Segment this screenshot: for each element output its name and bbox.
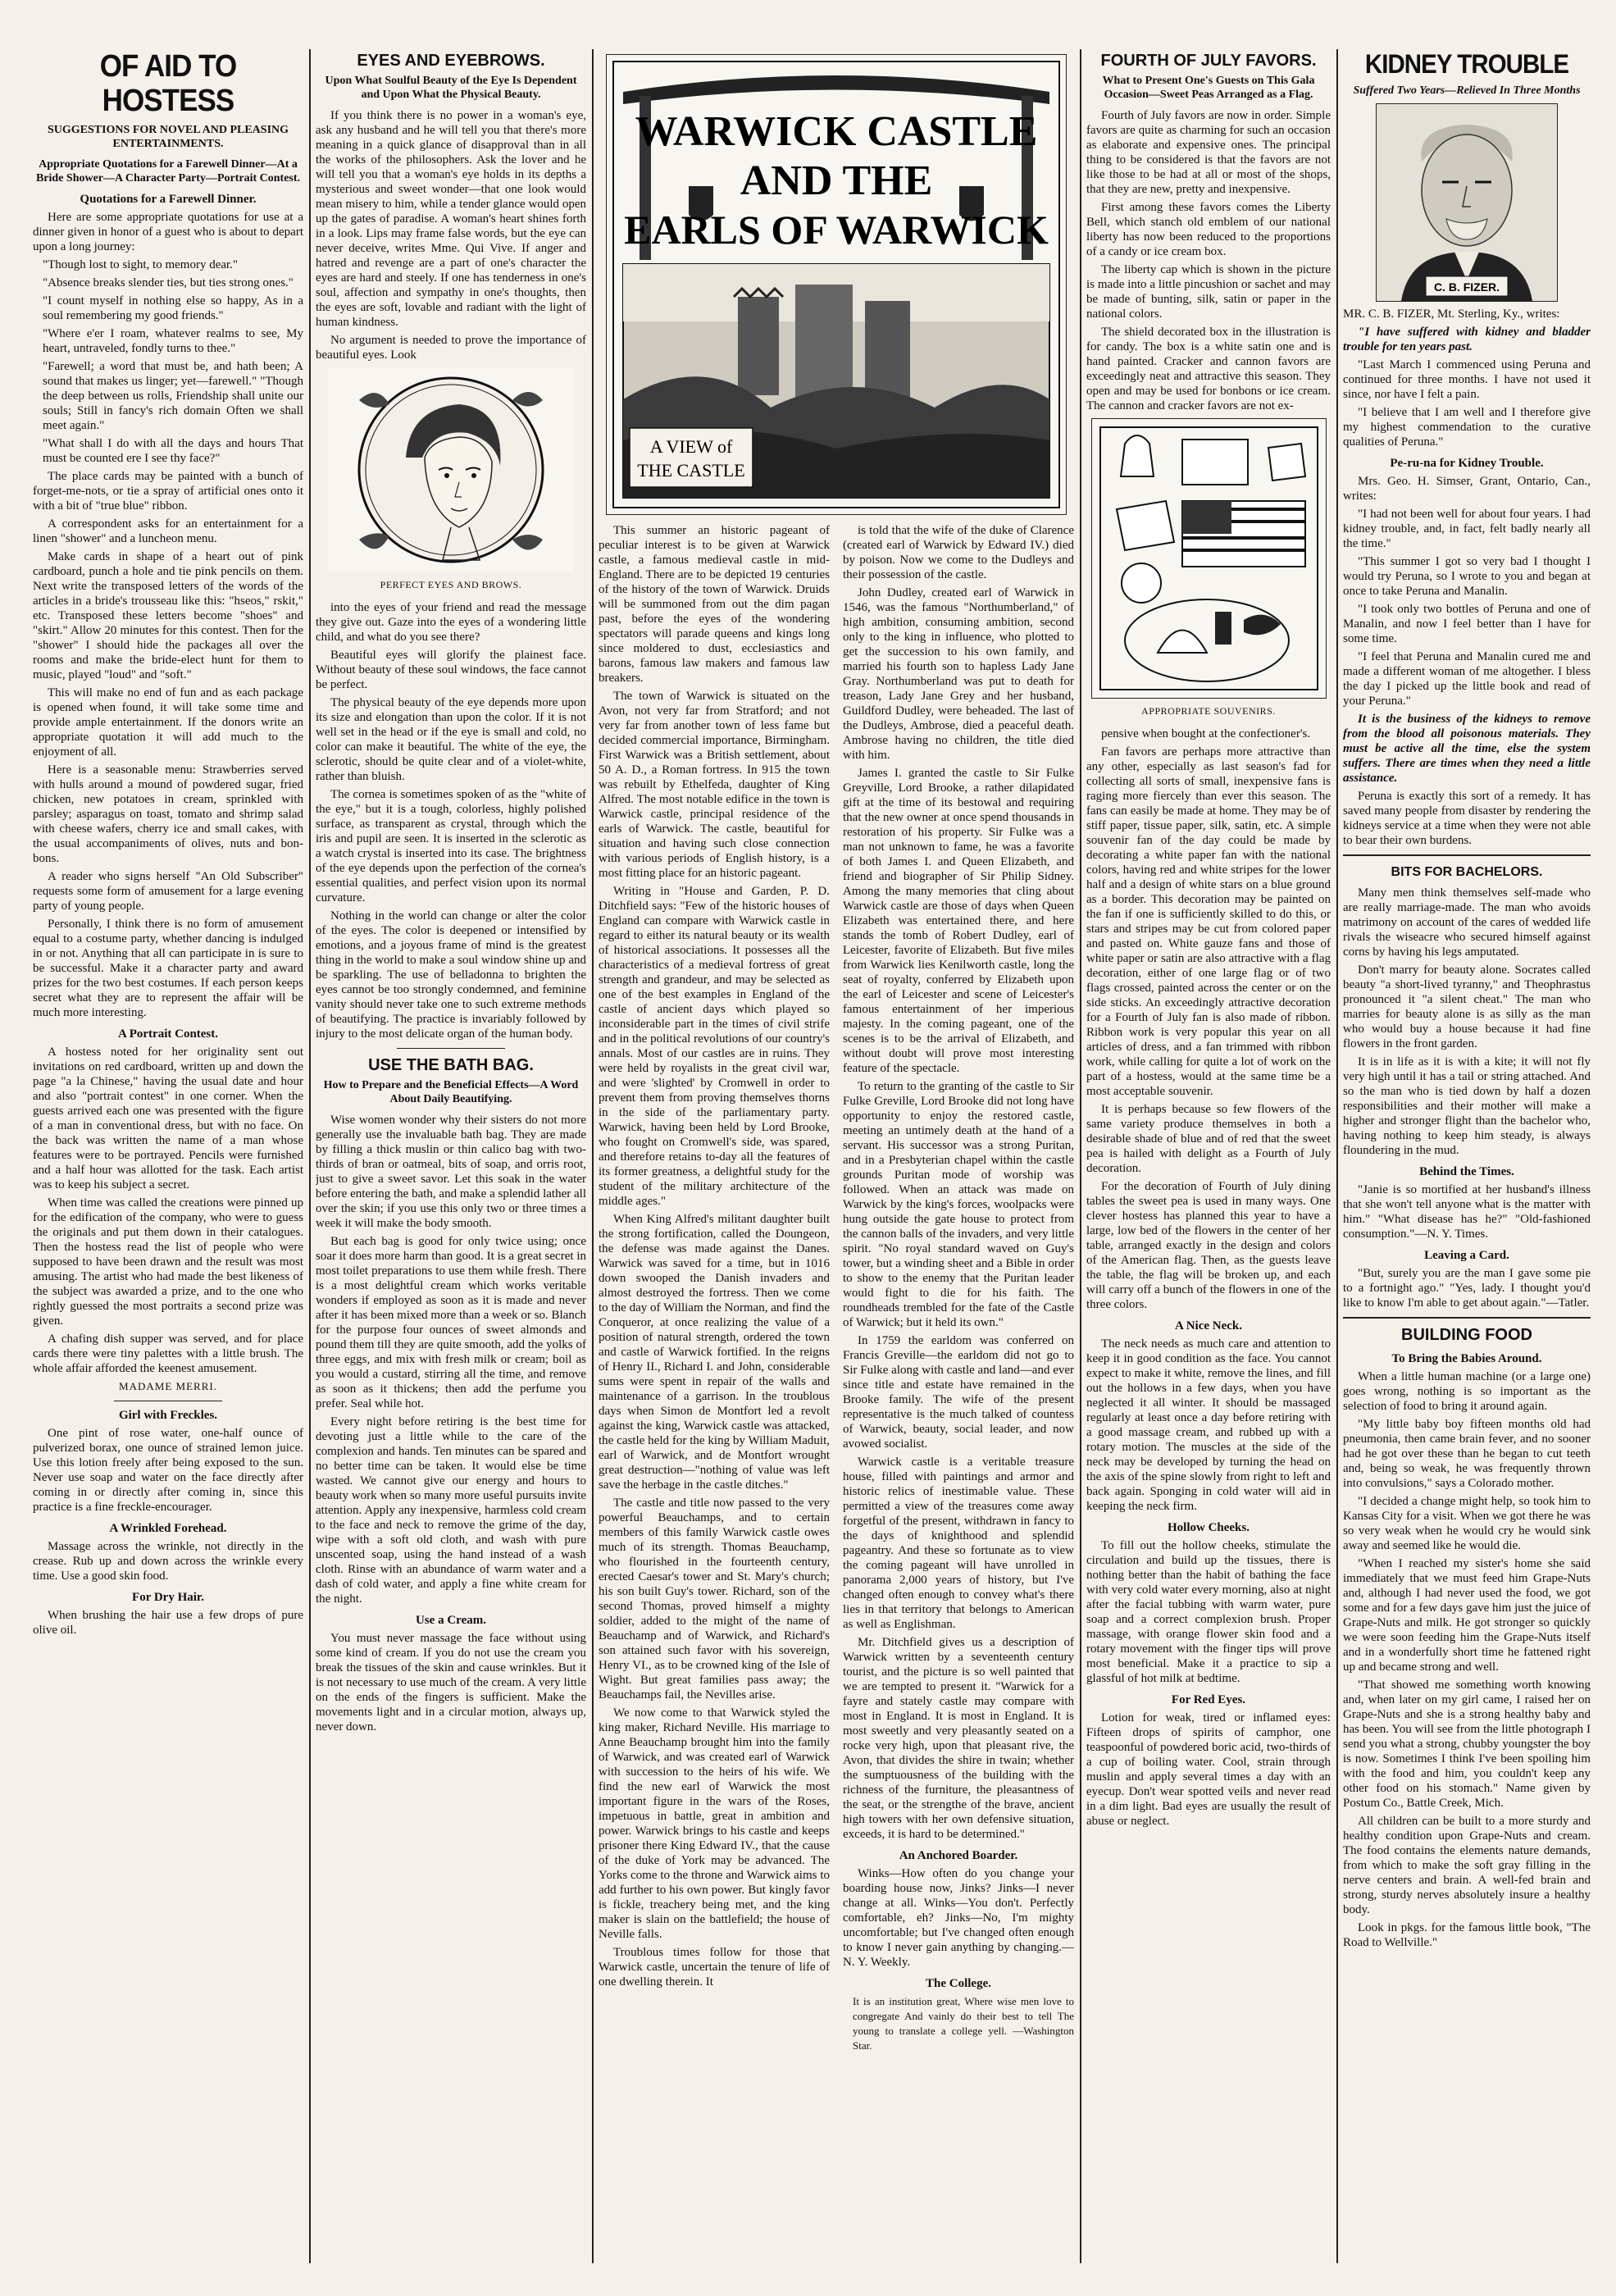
section-head: Quotations for a Farewell Dinner.	[80, 193, 257, 206]
deck-bath-bag: How to Prepare and the Beneficial Effects—A Word About Daily Beautifying.	[323, 1079, 579, 1105]
candy-box-icon	[1182, 440, 1248, 485]
section-head: A Nice Neck.	[1174, 1319, 1243, 1332]
warwick-left-column	[599, 523, 830, 1993]
paragraph: Mrs. Geo. H. Simser, Grant, Ontario, Can., writes:	[1343, 475, 1591, 503]
paragraph: James I. granted the castle to Sir Fulke Greyville, Lord Brooke, a rather dilapidated gift at the time of its bestowal and requiring that the new owner at once spend thousands in restoration of his property. Sir Fulke was a man not unknown to fame, he was a favorite of both James I. and Queen Elizabeth, and friend and biographer of Sir Philip Sidney. Among the many memories that cling about Warwick castle are those of days when Queen Elizabeth was entertained there, and here stands the tomb of Robert Dudley, earl of Leicester, favorite of Elizabeth. But five miles from Warwick lies Kenilworth castle, long the seat of royalty, conferred by Elizabeth upon the earl of Leicester and scene of Leicester's famous entertainment of her imperious majesty. In the coming pageant, one of the scenes is to be the arrival of Elizabeth, and without doubt will prove most interesting feature of the spectacle.	[843, 767, 1074, 1075]
section-head: Girl with Freckles.	[118, 1409, 218, 1422]
paragraph: Here is a seasonable menu: Strawberries served with hulls around a mound of powdered sugar, fried chicken, new potatoes in cream, sprinkled with parsley; asparagus on toast, tomato and shrimp salad with cheese wafers, cherry ice and small cakes, with the usual accompaniments of olives, nuts and bon-bons.	[33, 763, 303, 865]
paragraph: You must never massage the face without using some kind of cream. If you do not use the cream you break the tissues of the skin and cause wrinkles. But it is not necessary to use much of the cream. A very little on the ends of the fingers is sufficient. Make the movements light and in a circular motion, always up, never down.	[316, 1632, 586, 1733]
souvenirs-art	[1092, 419, 1326, 698]
paragraph: John Dudley, created earl of Warwick in 1546, was the famous "Northumberland," of high ambition, consuming ambition, second only to the king in influence, who plotted to get the succession to his own family, and married his fourth son to hapless Lady Jane Gray. Northumberland was put to death for treason, Lady Jane Grey and her husband, Guildford Dudley, were beheaded. The last of the Dudleys, Ambrose, died a peaceful death. Ambrose having no children, the title died with him.	[843, 586, 1074, 762]
paragraph: Nothing in the world can change or alter the color of the eyes. The color is deepened or intensified by emotions, and a joyous frame of mind is the greatest thing in the world to make a soul window shine up and be sparkling. The use of belladonna to brighten the eyes cannot be too strongly condemned, and feminine vanity should never take one to such extreme methods of beautifying. The practice is invariably followed by injury to the most delicate organ of the human body.	[316, 909, 586, 1041]
quotation: "What shall I do with all the days and hours That must be counted ere I see thy face?"	[43, 437, 303, 465]
paragraph: Beautiful eyes will glorify the plainest face. Without beauty of these soul windows, the face cannot be perfect.	[316, 649, 586, 691]
divider	[1343, 854, 1591, 856]
paragraph: For the decoration of Fourth of July dining tables the sweet pea is used in many ways. One clever hostess has planned this year to have a large, low bed of the flowers in the center of her table, arranged exactly in the design and colors of the American flag. Then, as the guests leave the table, the flag will be broken up, and each will carry off a bunch of the flowers in one of the three colors.	[1086, 1180, 1331, 1311]
headline-hostess: OF AID TO HOSTESS	[99, 49, 237, 118]
fan-icon	[1158, 631, 1207, 654]
quotation: "I count myself in nothing else so happy, As in a soul remembering my good friends."	[43, 294, 303, 322]
paragraph: The neck needs as much care and attention to keep it in good condition as the face. You cannot expect to make it white, remove the lines, and fill out the hollows in a few days, when you have neglected it all winter. It should be massaged regularly at least once a day before retiring with a good massage cream, and rubbed up with a rotary motion. The muscles at the side of the neck may be developed by turning the head on the axis of the spine slowly from right to left and back again. Sponging in cold water will aid in keeping the neck firm.	[1086, 1337, 1331, 1513]
banner-line-3: EARLS OF WARWICK	[624, 207, 1049, 253]
paragraph: into the eyes of your friend and read the message they give out. Gaze into the eyes of a wondering little child, and what do you see there?	[316, 601, 586, 644]
headline-kidney: KIDNEY TROUBLE	[1364, 49, 1569, 79]
column-hostess	[33, 49, 303, 2263]
cap-icon	[1268, 444, 1305, 481]
paragraph: The castle and title now passed to the very powerful Beauchamps, and to certain members of this family Warwick castle owes much of its strength. Thomas Beauchamp, who flourished in the fourteenth century, erected Caesar's tower and St. Mary's church; his son built Guy's tower. Richard, son of the second Thomas, proved himself a mighty soldier, added to the might of the name of Beauchamp and of Warwick, and Richard's son attained such favor with his sovereign, Henry VI., as to be crowned king of the Isle of Wight. But great families pass away; the Beauchamps fail, the Nevilles arise.	[599, 1496, 830, 1702]
paragraph: "I took only two bottles of Peruna and one of Manalin, and now I feel better than I have for some time.	[1343, 603, 1591, 645]
paragraph: The shield decorated box in the illustration is for candy. The box is a white satin one and is hand painted. Cracker and cannon favors are exceedingly neat and attractive this season. They open and may be used for bonbons or ice cream. The cannon and cracker favors are not ex-	[1086, 326, 1331, 412]
section-head: The College.	[926, 1977, 991, 1990]
paragraph: The cornea is sometimes spoken of as the "white of the eye," but it is a tough, colorless, highly polished surface, as transparent as crystal, through which the iris and pupil are seen. It is inserted in the sclerotic as a watch crystal is inserted into its case. The brightness of the eye depends upon the perfection of the cornea's essential qualities, and perfect vision upon its normal curvature.	[316, 788, 586, 904]
castle-banner-art	[607, 55, 1066, 514]
divider	[397, 1048, 505, 1049]
column-rule	[592, 49, 594, 2263]
section-head: Pe-ru-na for Kidney Trouble.	[1390, 457, 1544, 470]
divider	[1343, 1317, 1591, 1319]
paragraph: One pint of rose water, one-half ounce of pulverized borax, one ounce of strained lemon juice. Use this lotion freely after being exposed to the sun. Never use soap and water on the face directly after coming in or directly after coming in, since this practice is a fine freckle-encourager.	[33, 1427, 303, 1514]
headline-eyes: EYES AND EYEBROWS.	[357, 52, 545, 70]
quotation: "Though lost to sight, to memory dear."	[43, 258, 239, 271]
deck-fourth-july: What to Present One's Guests on This Gala Occasion—Sweet Peas Arranged as a Flag.	[1102, 75, 1315, 101]
section-head: For Red Eyes.	[1171, 1693, 1246, 1706]
section-head: An Anchored Boarder.	[899, 1849, 1018, 1862]
newspaper-page	[33, 49, 1591, 2280]
headline-building-food: BUILDING FOOD	[1401, 1326, 1532, 1344]
woman-portrait-icon	[328, 367, 574, 572]
paragraph: This summer an historic pageant of peculiar interest is to be given at Warwick castle, a famous medieval castle in mid-England. There are to be depicted 19 centuries of the history of the town of Warwick. Druids will be summoned from out the dim pagan past, before the eyes of the wondering spectators will parade queens and kings long since moldered to dust, ecclesiastics and barons, famous law makers and famous law breakers.	[599, 524, 830, 685]
paragraph: The physical beauty of the eye depends more upon its size and elongation than upon the color. If it is not well set in the head or if the eye is small and cold, no color can make it beautiful. The white of the eye, the sclerotic, should be quite clear and of a violet-white, rather than bluish.	[316, 696, 586, 783]
paragraph: Winks—How often do you change your boarding house now, Jinks? Jinks—I never change at all. Winks—You don't. Perfectly comfortable, eh? Jinks—No, I'm mighty uncomfortable; but I've changed often enough to know I never gain anything by changing.—N. Y. Weekly.	[843, 1867, 1074, 1969]
image-caption: APPROPRIATE SOUVENIRS.	[1141, 705, 1276, 717]
paragraph: "My little baby boy fifteen months old had pneumonia, then came brain fever, and no sooner had he got over these than he began to cut teeth and, being so weak, he was frequently thrown into convulsions," says a Colorado mother.	[1343, 1418, 1591, 1490]
paragraph: Look in pkgs. for the famous little book, "The Road to Wellville."	[1343, 1921, 1591, 1949]
paragraph: This will make no end of fun and as each package is opened when found, it will take some time and provide ample entertainment. If the donors write an appropriate quotation it will add much to the enjoyment of all.	[33, 686, 303, 758]
paragraph: Writing in "House and Garden, P. D. Ditchfield says: "Few of the historic houses of England can compare with Warwick castle in regard to either its natural beauty or its wealth of historical associations. It possesses all the characteristics of a medieval fortress of great strength and grandeur, and may be selected as one of the best examples in England of the castle of ancient days which played so inconsiderable part in the times of civil strife and in the political revolutions of our country's annals. Most of our castles are in ruins. They were held by royalists in the great civil war, and were 'slighted' by Cromwell in order to prevent them from proving themselves thorns in the side of the parliamentary party. Warwick, having been held by Lord Brooke, who fought on Cromwell's side, was spared, and therefore retains to-day all the features of its former greatness, a delightful study for the student of the military architecture of the middle ages."	[599, 885, 830, 1208]
quotation: "Absence breaks slender ties, but ties strong ones."	[43, 276, 294, 289]
paragraph: Troublous times follow for those that Warwick castle, uncertain the tenure of life of one dwelling therein. It	[599, 1946, 830, 1988]
signature: MADAME MERRI.	[119, 1380, 217, 1392]
image-caption: PERFECT EYES AND BROWS.	[380, 579, 522, 590]
man-portrait-icon	[1377, 104, 1557, 301]
paragraph: It is in life as it is with a kite; it will not fly very high until it has a tail or string attached. And so the man who is tied down by half a dozen responsibilities and their mother will make a higher and stronger flight than the bachelor who, having nothing to keep him steady, is always floundering in the mud.	[1343, 1055, 1591, 1157]
paragraph: It is the business of the kidneys to remove from the blood all poisonous materials. They must be active all the time, else the system suffers. There are times when they need a little assistance.	[1343, 713, 1591, 785]
paragraph: pensive when bought at the confectioner's.	[1101, 727, 1311, 740]
paragraph: Mr. Ditchfield gives us a description of Warwick written by a seventeenth century tourist, and the picture is so well painted that we are tempted to present it. "Warwick for a fayre and stately castle may compare with most in England. It is most in England. It is most sweetly and very pleasantly seated on a rocke very high, upon that pleasant rive, the Avon, that divides the shire in twain; whether the sumptuousness of the building with the richness of the furniture, the pleasantness of the seat, or the strengthe of the brave, ancient high towers with her own defensive situation, exceeds, it is hard to be determined."	[843, 1636, 1074, 1841]
paragraph: In 1759 the earldom was conferred on Francis Greville—the earldom did not go to Sir Fulke along with castle and land—and ever since title and estate have remained in the Brooke family. The wife of the present representative is the much talked of countess of Warwick, beauty, social leader, and now avowed socialist.	[843, 1334, 1074, 1451]
section-head: A Portrait Contest.	[117, 1027, 219, 1041]
paragraph: Many men think themselves self-made who are really marriage-made. The man who avoids matrimony on account of the cares of wedded life rivals the wiseacre who secured himself against corns by having his legs amputated.	[1343, 886, 1591, 959]
paragraph: "This summer I got so very bad I thought I would try Peruna, so I wrote to you and began at once to take Peruna and Manalin.	[1343, 555, 1591, 598]
section-head: Leaving a Card.	[1424, 1249, 1509, 1262]
view-caption-2: THE CASTLE	[637, 460, 745, 481]
paragraph: Every night before retiring is the best time for devoting just a little while to the care of the complexion and hands. Ten minutes can be spared and no better time can be taken. It would else be time wasted. We cannot give our energy and hours to beauty work when so many more useful pursuits invite attention. Apply any inexpensive, harmless cold cream to the face and neck to remove the grime of the day, wipe with a soft old cloth, and wash with pure unscented soap, using the hand instead of a wash cloth. Rinse with an abundance of warm water and a dash of cold water, and apply a fine white cream for the night.	[316, 1415, 586, 1606]
paragraph: Massage across the wrinkle, not directly in the crease. Rub up and down across the wrinkle every time. Use a good skin food.	[33, 1540, 303, 1583]
portrait-name-label: C. B. FIZER.	[1433, 280, 1500, 294]
paragraph: Peruna is exactly this sort of a remedy. It has saved many people from disaster by rendering the kidneys service at a time when they were not able to bear their own burdens.	[1343, 790, 1591, 847]
souvenirs-illustration	[1091, 418, 1327, 699]
paragraph: Fourth of July favors are now in order. Simple favors are quite as charming for such an occasion as elaborate and expensive ones. The principal thing to be considered is that the favors are not like those to be had at all or most of the shops, that they are new, pretty and inexpensive.	[1086, 109, 1331, 196]
paragraph: is told that the wife of the duke of Clarence (created earl of Warwick by Edward IV.) died by poison. Now we come to the Dudleys and their possession of the castle.	[843, 524, 1074, 581]
column-eyes	[316, 49, 586, 2263]
paragraph: To fill out the hollow cheeks, stimulate the circulation and build up the tissues, there is nothing better than the habit of bathing the face with very cold water every morning, also at night after the facial tubbing with warm water, pure soap and a correct complexion brush. Proper massage, with orange flower skin food and a rotary movement with the finger tips will prove most beneficial. Make it a practice to sip a glassful of hot milk at bedtime.	[1086, 1539, 1331, 1685]
paragraph: Here are some appropriate quotations for use at a dinner given in honor of a guest who is about to depart upon a long journey:	[33, 211, 303, 253]
paragraph: "I have suffered with kidney and bladder trouble for ten years past.	[1343, 326, 1591, 353]
paragraph: When brushing the hair use a few drops of pure olive oil.	[33, 1609, 303, 1637]
paragraph: Make cards in shape of a heart out of pink cardboard, punch a hole and tie pink pencils on them. Next write the transposed letters of the words of the articles in a bride's trousseau like this: "hseos," rskit," etc. Transposed these letters become "shoes" and "skirt." Allow 20 minutes for this contest. Then for the "shower" I should hide the packages all over the rooms and make the bride-elect hunt for them to music, played "loud" and "soft."	[33, 550, 303, 681]
paragraph: "When I reached my sister's home she said immediately that we must feed him Grape-Nuts and, although I had never used the food, we got some and for a few days gave him just the juice of Grape-Nuts and milk. He got stronger so quickly we were soon feeding him the Grape-Nuts itself and in a wonderfully short time he fattened right up and became strong and well.	[1343, 1557, 1591, 1674]
section-head: Use a Cream.	[416, 1614, 486, 1627]
headline-fourth-july: FOURTH OF JULY FAVORS.	[1100, 52, 1317, 70]
paragraph: The place cards may be painted with a bunch of forget-me-nots, or tie a spray of artificial ones onto it with a bit of "true blue" ribbon.	[33, 470, 303, 512]
paragraph: When a little human machine (or a large one) goes wrong, nothing is so important as the selection of food to bring it around again.	[1343, 1370, 1591, 1413]
paragraph: A hostess noted for her originality sent out invitations on red cardboard, written up and down the page "a la Chinese," having the usual date and hour and also "portrait contest" in one corner. When the guests arrived each one was presented with the figure of a man in conventional dress, but with no face. On the back was written the name of a man whose features were to be portrayed. Pencils were furnished and a half hour was allotted for the task. Each artist was to keep his subject a secret.	[33, 1046, 303, 1191]
paragraph: When King Alfred's militant daughter built the strong fortification, called the Doungeon, the defense was made against the Danes. Warwick was saved for a time, but in 1016 down swooped the Danish invaders and almost destroyed the fortress. Then we come to the day of William the Norman, and find the Conqueror, at once realizing the value of a position of natural strength, ordered the town and castle of Warwick fortified. In the reigns of Henry II., Richard I. and John, considerable sums were spent in repair of the walls and maintenance of a garrison. In the troublous days when Simon de Montfort led a revolt against the king, Warwick castle was attacked, the castle held for the king by William Maduit, earl of Warwick, and de Montfort wrought great destruction—"nothing of value was left save the herbage in the castle ditches."	[599, 1213, 830, 1492]
headline-bachelors: BITS FOR BACHELORS.	[1391, 865, 1543, 879]
paragraph: Wise women wonder why their sisters do not more generally use the invaluable bath bag. They are made by filling a thick muslin or thin calico bag with two-thirds of bran or oatmeal, bits of soap, and orris root, just to give a sweet savor. Let this soak in the water before entering the bath, and make a splendid lather all over the skin; if you use this only two or three times a week it will make the body smooth.	[316, 1114, 586, 1230]
deck-hostess: Appropriate Quotations for a Farewell Dinner—At a Bride Shower—A Character Party—Portrait Contest.	[35, 158, 301, 184]
paragraph: Lotion for weak, tired or inflamed eyes: Fifteen drops of spirits of camphor, one teaspoonful of powdered boric acid, two-thirds of a cup of boiling water. Cool, strain through muslin and apply several times a day with an eyecup. Don't wear spotted veils and never read in a dim light. Bad eyes are usually the result of abuse or neglect.	[1086, 1711, 1331, 1828]
paragraph: We now come to that Warwick styled the king maker, Richard Neville. His marriage to Anne Beauchamp brought him into the family of Warwick, and was created earl of Warwick with succession to the heirs of his wife. We find the new earl of Warwick the most important figure in the wars of the Roses, impetuous in battle, great in ambition and power. Warwick brings to his castle and keeps prisoner there King Edward IV., that the cause of the duke of York may be advanced. The Yorks come to the throne and Warwick aims to add further to his own power. But kingly favor is fickle, treachery being met, and the king maker is slain on the battlefield; the house of Neville falls.	[599, 1706, 830, 1941]
paragraph: A correspondent asks for an entertainment for a linen "shower" and a luncheon menu.	[33, 517, 303, 545]
warwick-right-column	[843, 523, 1074, 2057]
portrait-illustration	[328, 367, 574, 572]
deck-eyes: Upon What Soulful Beauty of the Eye Is Dependent and Upon What the Physical Beauty.	[325, 75, 577, 101]
paragraph: The liberty cap which is shown in the picture is made into a little pincushion or sachet and may be made of bunting, silk, satin or paper in the national colors.	[1086, 263, 1331, 321]
subhead-hostess: SUGGESTIONS FOR NOVEL AND PLEASING ENTERTAINMENTS.	[47, 124, 289, 150]
fizer-portrait	[1376, 103, 1558, 302]
liberty-bell-icon	[1121, 435, 1154, 476]
banner-line-1: WARWICK CASTLE	[635, 108, 1038, 155]
cracker-icon	[1215, 612, 1231, 645]
paragraph: "Janie is so mortified at her husband's illness that she won't tell anyone what is the matter with him." "What disease has he?" "Old-fashioned consumption."—N. Y. Times.	[1343, 1183, 1591, 1241]
section-head: Hollow Cheeks.	[1167, 1521, 1250, 1534]
paragraph: Warwick castle is a veritable treasure house, filled with paintings and armor and historic relics of inestimable value. These permitted a view of the treasures come away forgetful of the present, withdrawn in fancy to the days of knighthood and splendid pageantry. And these so fortunate as to view the coming pageant will have unrolled in panorama 2,000 years of history, but I've changed often enough to convey what's there lies in that territory that belongs to American as well as Englishman.	[843, 1456, 1074, 1631]
paragraph: "That showed me something worth knowing and, when later on my girl came, I raised her on Grape-Nuts and she is a strong healthy baby and has been. You will see from the little photograph I send you what a strong, chubby youngster the boy is now. Sometimes I think I've been spoiling him with the food and him, you couldn't keep any other food on his stomach." Name given by Postum Co., Battle Creek, Mich.	[1343, 1679, 1591, 1810]
view-caption-1: A VIEW of	[649, 436, 733, 457]
paragraph: "I feel that Peruna and Manalin cured me and made a different woman of me altogether. I bless the day I picked up the little book and read of your Peruna."	[1343, 650, 1591, 708]
column-fourth-july	[1086, 49, 1331, 2263]
paragraph: First among these favors comes the Liberty Bell, which stanch old emblem of our national liberty has now been reduced to the proportions of a candy or ice cream box.	[1086, 201, 1331, 258]
headline-bath-bag: USE THE BATH BAG.	[368, 1056, 534, 1074]
quotation: "Farewell; a word that must be, and hath been; A sound that makes us linger; yet—farewell." "Though the deep between us rolls, Friendship shall unite our souls; Still in fancy's rich domain Often we shall meet again."	[43, 360, 303, 432]
paragraph: "Last March I commenced using Peruna and continued for three months. I have not used it since, nor have I felt a pain.	[1343, 358, 1591, 401]
paragraph: Fan favors are perhaps more attractive than any other, especially as last season's fad for collecting all sorts of small, inexpensive fans is raging more fiercely than ever this season. The fans can easily be made at home. They may be of stiff paper, tissue paper, silk, satin, etc. A simple souvenir fan of the day could be made by decorating a white paper fan with the national colors, having red and white stripes for the lower half and a design of white stars on a blue ground as a border. This decoration may be painted on the fan if one is sufficiently skilled to do this, or stars and stripes may be cut from colored paper and pasted on. White gauze fans and those of white paper or satin are also attractive with a flag decoration, either of one large flag or of two flags crossed, painted across the center or on the side sticks. An exceedingly attractive decoration for a Fourth of July fan is also made of ribbon. Ribbon work is very popular this year on all articles of dress, and a fan trimmed with ribbon work, while calling for quite a lot of work on the part of a hostess, would at the same time be a most acceptable souvenir.	[1086, 745, 1331, 1098]
paragraph: No argument is needed to prove the importance of beautiful eyes. Look	[316, 334, 586, 362]
section-head: For Dry Hair.	[132, 1591, 204, 1604]
column-rule	[1080, 49, 1081, 2263]
paragraph: "I had not been well for about four years. I had kidney trouble, and, in fact, felt badly nearly all the time."	[1343, 508, 1591, 550]
quotation: "Where e'er I roam, whatever realms to see, My heart, untraveled, fondly turns to thee."	[43, 327, 303, 355]
section-head: A Wrinkled Forehead.	[109, 1522, 227, 1535]
kidney-subhead: Suffered Two Years—Relieved In Three Months	[1353, 84, 1581, 97]
paragraph: If you think there is no power in a woman's eye, ask any husband and he will tell you that there's more meaning in a quick glance of disapproval than in all the works of the philosophers. Ask the lover and he will tell you that a woman's eye holds in its depths a mysterious and sweet wonder—that one look would mean misery to him, while a tender glance would open up the gates of paradise. A woman's heart shines forth in a look. Lips may frame false words, but the eye can never deceive, writes Mme. Qui Vive. If anger and hatred and revenge are a part of one's character the eyes are hard and steely. If one has tenderness in one's soul, affection and sympathy in one's thoughts, then the eyes are soft, lovable and radiant with the light of human kindness.	[316, 109, 586, 329]
paragraph: A chafing dish supper was served, and for place cards there were tiny palettes with a little brush. The whole affair afforded the keenest amusement.	[33, 1332, 303, 1375]
paragraph: "I believe that I am well and I therefore give my highest commendation to the curative qualities of Peruna."	[1343, 406, 1591, 449]
warwick-banner-illustration	[606, 54, 1067, 515]
column-warwick	[599, 49, 1074, 2263]
banner-line-2: AND THE	[740, 157, 933, 204]
section-head: Behind the Times.	[1419, 1165, 1514, 1178]
column-rule	[309, 49, 311, 2263]
paragraph: Don't marry for beauty alone. Socrates called beauty "a short-lived tyranny," and Theophrastus pronounced it "a silent cheat." The man who marries for beauty alone is as silly as the man who would buy a house because it had fine flowers in the front garden.	[1343, 963, 1591, 1050]
poem: It is an institution great, Where wise men love to congregate And vainly do their best to tell The young to translate a college yell. —Washington Star.	[853, 1995, 1074, 2052]
paragraph: But each bag is good for only twice using; once soar it does more harm than good. It is a great secret in most toilet preparations to use them while fresh. There is a most delightful cream which works veritable wonders if employed as soon as it is made and never after it has been mixed more than a week or so. Blanch for the purpose four ounces of sweet almonds and pound them till they are quite smooth, add the yolks of three eggs, and mix with fresh milk or cream; boil as you would a custard, stirring all the time, and remove as soon as it thickens; then add the perfume you prefer. Seal while hot.	[316, 1235, 586, 1410]
paragraph: "But, surely you are the man I gave some pie to a fortnight ago." "Yes, lady. I thought you'd like to know I'm able to get about again."—Tatler.	[1343, 1267, 1591, 1310]
paragraph: When time was called the creations were pinned up for the edification of the company, who were to guess the originals and put them down in their catalogues. Then the hostess read the list of people who were supposed to have been drawn and the result was most amusing. The artist who had made the best likeness of the subject was awarded a prize, and to the one who rightly guessed the most portraits a second prize was given.	[33, 1196, 303, 1328]
column-rule	[1336, 49, 1338, 2263]
paragraph: To return to the granting of the castle to Sir Fulke Greville, Lord Brooke did not long have opportunity to enjoy the restored castle, meeting an untimely death at the hand of a servant. His successor was a strong Puritan, and in a Presbyterian chapel within the castle grounds Puritan mode of worship was followed. When an attack was made on Warwick by the king's forces, woolpacks were hung outside the gate house to protect from the cannon balls of the invaders, and very little spirit. "No royal standard waved on Guy's tower, but a winding sheet and a Bible in order to show to the enemy that the Puritan leader would fight to die for his faith. The roundheads trembled for the fate of the Castle of Warwick; but it held its own."	[843, 1080, 1074, 1329]
paragraph: MR. C. B. FIZER, Mt. Sterling, Ky., writes:	[1343, 308, 1560, 321]
section-head: To Bring the Babies Around.	[1391, 1352, 1542, 1365]
paragraph: It is perhaps because so few flowers of the same variety produce themselves in both a desirable shade of blue and of red that the sweet pea is hailed with delight as a Fourth of July decoration.	[1086, 1103, 1331, 1175]
paragraph: All children can be built to a more sturdy and healthy condition upon Grape-Nuts and cream. The food contains the elements nature demands, from which to make the soft gray filling in the nerve centers and brain. A well-fed brain and strong, sturdy nerves absolutely insure a healthy body.	[1343, 1815, 1591, 1916]
paragraph: The town of Warwick is situated on the Avon, not very far from Stratford; and not very far from another town of less fame but decided commercial importance, Birmingham. First Warwick was a British settlement, about 50 A. D., a Roman fortress. In 915 the town was rebuilt by Ethelfeda, daughter of King Alfred. The most notable edifice in the town is Warwick castle, principal residence of the earls of Warwick. The castle, beautiful for situation and having such close connection with various periods of English history, is a most fitting place for an historic pageant.	[599, 690, 830, 880]
paragraph: Personally, I think there is no form of amusement equal to a costume party, whether dancing is indulged in or not. Anything that all can participate in is sure to be successful. Make it a character party and award prizes for the two best costumes. If each person keeps secret what they are to represent the affair will be much more interesting.	[33, 918, 303, 1019]
paragraph: "I decided a change might help, so took him to Kansas City for a visit. When we got there he was so very weak when he would cry he would sink away and seemed like he would die.	[1343, 1495, 1591, 1552]
column-kidney	[1343, 49, 1591, 2263]
paragraph: A reader who signs herself "An Old Subscriber" requests some form of amusement for a large evening party of young people.	[33, 870, 303, 913]
